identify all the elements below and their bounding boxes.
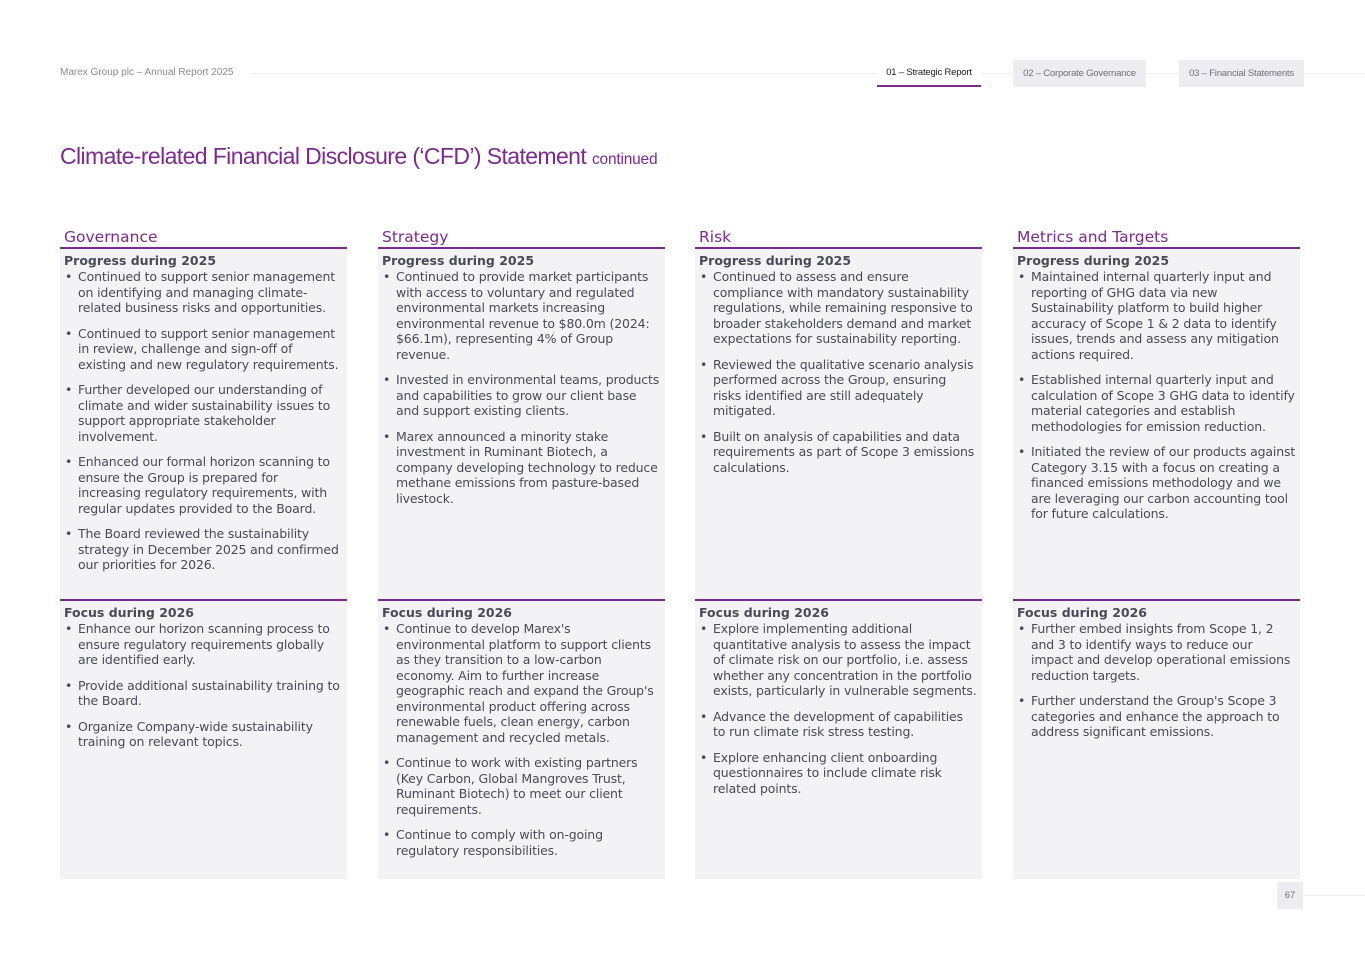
list-item: • Continue to comply with on-going regulatory responsibilities.: [382, 827, 661, 858]
bullet-list: [1017, 269, 1296, 522]
column-strategy: [378, 227, 665, 879]
list-item: • Further embed insights from Scope 1, 2 and 3 to identify ways to reduce our impact and develop operational emissions reduction targets.: [1017, 621, 1296, 683]
list-item: • Provide additional sustainability training to the Board.: [64, 678, 343, 709]
section-heading: Progress during 2025: [699, 253, 852, 268]
section-heading: Focus during 2026: [1017, 605, 1148, 620]
list-item: • Maintained internal quarterly input and reporting of GHG data via new Sustainability platform to build higher accuracy of Scope 1 & 2 data to identify issues, trends and assess any mitigation actions required.: [1017, 269, 1296, 362]
list-item: • Further understand the Group's Scope 3 categories and enhance the approach to address significant emissions.: [1017, 693, 1296, 740]
page-title: [60, 143, 657, 170]
list-item: • Continued to support senior management on identifying and managing climate-related business risks and opportunities.: [64, 269, 343, 316]
focus-section: [695, 599, 982, 879]
bullet-list: [1017, 621, 1296, 740]
section-heading: Focus during 2026: [64, 605, 195, 620]
tab-financial-statements[interactable]: 03 – Financial Statements: [1179, 60, 1304, 87]
list-item: • Enhance our horizon scanning process to ensure regulatory requirements globally are identified early.: [64, 621, 343, 668]
tab-corporate-governance[interactable]: 02 – Corporate Governance: [1013, 60, 1146, 87]
page-number: 67: [1277, 882, 1303, 909]
progress-section: [695, 249, 982, 599]
focus-section: [1013, 599, 1300, 879]
bullet-list: [699, 621, 978, 796]
list-item: • Continued to provide market participants with access to voluntary and regulated environmental markets increasing environmental revenue to $80.0m (2024: $66.1m), representing 4% of Group revenue.: [382, 269, 661, 362]
column-title: Risk: [695, 227, 982, 249]
list-item: • Continued to support senior management in review, challenge and sign-off of existing and new regulatory requirements.: [64, 326, 343, 373]
focus-section: [378, 599, 665, 879]
column-metrics-and-targets: [1013, 227, 1300, 879]
list-item: • Established internal quarterly input and calculation of Scope 3 GHG data to identify material categories and establish methodologies for emission reduction.: [1017, 372, 1296, 434]
bullet-list: [699, 269, 978, 475]
progress-section: [60, 249, 347, 599]
column-governance: [60, 227, 347, 879]
list-item: • The Board reviewed the sustainability strategy in December 2025 and confirmed our priorities for 2026.: [64, 526, 343, 573]
progress-section: [1013, 249, 1300, 599]
list-item: • Further developed our understanding of climate and wider sustainability issues to support appropriate stakeholder involvement.: [64, 382, 343, 444]
report-title: Marex Group plc – Annual Report 2025: [60, 67, 239, 78]
footer-rule: [1303, 895, 1365, 896]
progress-section: [378, 249, 665, 599]
section-heading: Focus during 2026: [699, 605, 830, 620]
list-item: • Explore enhancing client onboarding questionnaires to include climate risk related points.: [699, 750, 978, 797]
list-item: • Enhanced our formal horizon scanning to ensure the Group is prepared for increasing regulatory requirements, with regular updates provided to the Board.: [64, 454, 343, 516]
list-item: • Built on analysis of capabilities and data requirements as part of Scope 3 emissions calculations.: [699, 429, 978, 476]
column-risk: [695, 227, 982, 879]
list-item: • Invested in environmental teams, products and capabilities to grow our client base and support existing clients.: [382, 372, 661, 419]
list-item: • Explore implementing additional quantitative analysis to assess the impact of climate risk on our portfolio, i.e. assess whether any concentration in the portfolio exists, particularly in vulnerable segments.: [699, 621, 978, 699]
column-title: Metrics and Targets: [1013, 227, 1300, 249]
bullet-list: [64, 269, 343, 573]
section-heading: Progress during 2025: [382, 253, 535, 268]
tab-strategic-report[interactable]: 01 – Strategic Report: [877, 60, 981, 87]
section-heading: Progress during 2025: [64, 253, 217, 268]
bullet-list: [382, 269, 661, 506]
list-item: • Continued to assess and ensure compliance with mandatory sustainability regulations, while remaining responsive to broader stakeholders demand and market expectations for sustainability reporting.: [699, 269, 978, 347]
bullet-list: [382, 621, 661, 858]
list-item: • Marex announced a minority stake investment in Ruminant Biotech, a company developing technology to reduce methane emissions from pasture-based livestock.: [382, 429, 661, 507]
list-item: • Organize Company-wide sustainability training on relevant topics.: [64, 719, 343, 750]
column-title: Governance: [60, 227, 347, 249]
page-title-text: Climate-related Financial Disclosure (‘CFD’) Statement: [60, 143, 587, 169]
list-item: • Advance the development of capabilities to run climate risk stress testing.: [699, 709, 978, 740]
column-title: Strategy: [378, 227, 665, 249]
section-heading: Focus during 2026: [382, 605, 513, 620]
focus-section: [60, 599, 347, 879]
list-item: • Continue to develop Marex's environmental platform to support clients as they transition to a low-carbon economy. Aim to further increase geographic reach and expand the Group's environmental product offering across renewable fuels, clean energy, carbon management and recycled metals.: [382, 621, 661, 745]
page-title-suffix: continued: [591, 151, 658, 168]
list-item: • Continue to work with existing partners (Key Carbon, Global Mangroves Trust, Ruminant Biotech) to meet our client requirements.: [382, 755, 661, 817]
bullet-list: [64, 621, 343, 750]
list-item: • Initiated the review of our products against Category 3.15 with a focus on creating a financed emissions methodology and we are leveraging our carbon accounting tool for future calculations.: [1017, 444, 1296, 522]
list-item: • Reviewed the qualitative scenario analysis performed across the Group, ensuring risks identified are still adequately mitigated.: [699, 357, 978, 419]
section-heading: Progress during 2025: [1017, 253, 1170, 268]
